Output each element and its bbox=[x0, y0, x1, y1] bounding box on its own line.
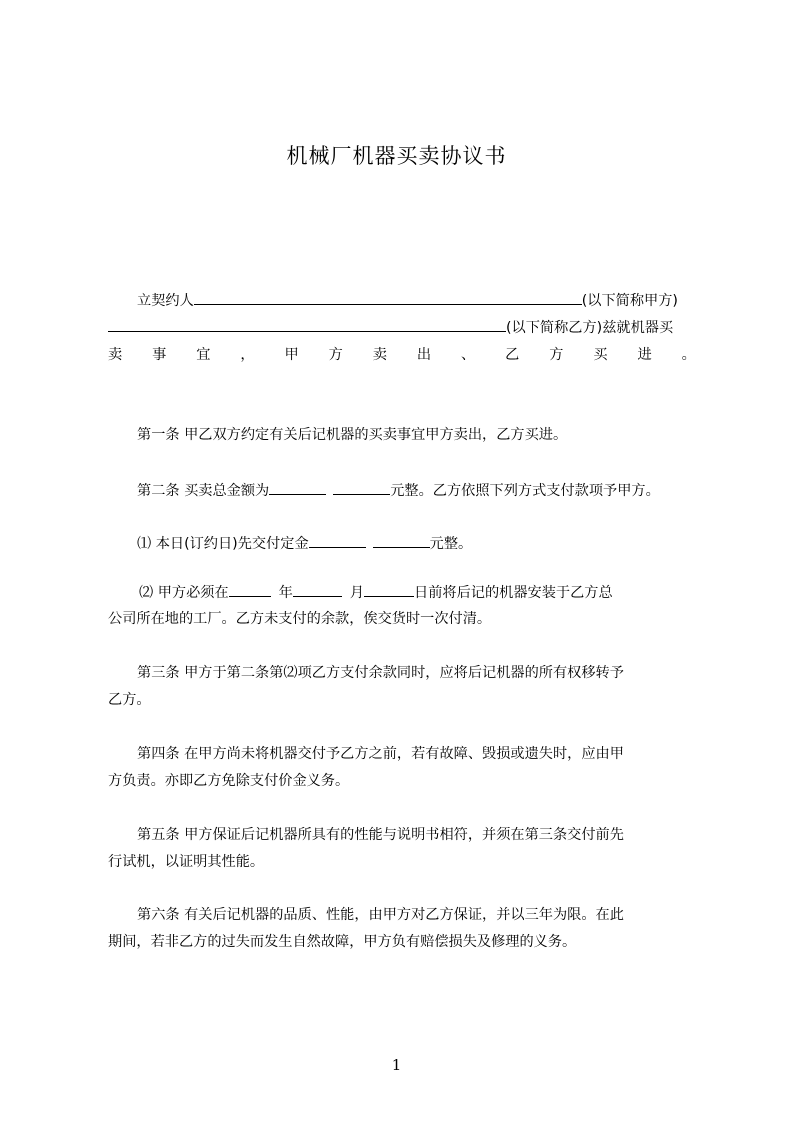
intro-line-3-char: 方 bbox=[328, 347, 343, 363]
party-b-suffix: (以下简称乙方)兹就机器买 bbox=[506, 320, 674, 336]
intro-line-3-char: 出 bbox=[416, 347, 432, 363]
party-a-blank bbox=[194, 290, 582, 305]
intro-line-3-char: 乙 bbox=[505, 347, 520, 363]
article-2 bbox=[137, 480, 660, 501]
item-2-prefix: ⑵ 甲方必须在 bbox=[139, 585, 229, 601]
intro-line-3-char: 方 bbox=[549, 347, 564, 363]
total-amount-blank-2 bbox=[333, 480, 390, 495]
month-blank bbox=[293, 582, 342, 597]
item-2-line-1 bbox=[139, 582, 613, 603]
intro-line-3-char: 卖 bbox=[108, 347, 123, 363]
article-2-prefix: 第二条 买卖总金额为 bbox=[137, 483, 270, 499]
intro-line-3-char: 。 bbox=[681, 347, 696, 363]
intro-line-3-char: 宜 bbox=[196, 347, 211, 363]
intro-line-2 bbox=[108, 317, 673, 338]
article-4-line-2: 方负责。亦即乙方免除支付价金义务。 bbox=[108, 773, 350, 789]
item-1 bbox=[137, 533, 472, 554]
intro-line-3-char: ， bbox=[240, 347, 255, 363]
intro-line-3-char: 卖 bbox=[372, 347, 387, 363]
item-2-suffix: 日前将后记的机器安装于乙方总 bbox=[414, 585, 613, 601]
year-label: 年 bbox=[278, 585, 293, 601]
party-b-blank bbox=[108, 317, 506, 332]
article-5-line-2: 行试机，以证明其性能。 bbox=[108, 854, 265, 870]
article-3-line-1: 第三条 甲方于第二条第⑵项乙方支付余款同时，应将后记机器的所有权移转予 bbox=[137, 665, 624, 681]
deposit-blank-2 bbox=[373, 533, 430, 548]
party-a-suffix: (以下简称甲方) bbox=[581, 293, 678, 309]
intro-line-3-char: 事 bbox=[152, 347, 167, 363]
article-6-line-2: 期间，若非乙方的过失而发生自然故障，甲方负有赔偿损失及修理的义务。 bbox=[108, 934, 577, 950]
intro-line-3 bbox=[108, 345, 696, 365]
contractor-label: 立契约人 bbox=[137, 293, 194, 309]
page-title: 机械厂机器买卖协议书 bbox=[286, 144, 507, 168]
deposit-blank-1 bbox=[309, 533, 366, 548]
page-number: 1 bbox=[391, 1056, 402, 1074]
day-blank bbox=[364, 582, 414, 597]
month-label: 月 bbox=[349, 585, 365, 601]
intro-line-3-char: 、 bbox=[461, 347, 476, 363]
article-6-line-1: 第六条 有关后记机器的品质、性能，由甲方对乙方保证，并以三年为限。在此 bbox=[137, 907, 624, 923]
total-amount-blank-1 bbox=[269, 480, 326, 495]
intro-line-1 bbox=[137, 290, 678, 311]
intro-line-3-char: 进 bbox=[637, 347, 652, 363]
article-5-line-1: 第五条 甲方保证后记机器所具有的性能与说明书相符，并须在第三条交付前先 bbox=[137, 827, 624, 843]
article-1: 第一条 甲乙双方约定有关后记机器的买卖事宜甲方卖出，乙方买进。 bbox=[137, 427, 568, 443]
article-3-line-2: 乙方。 bbox=[108, 692, 151, 708]
intro-line-3-char: 甲 bbox=[284, 347, 299, 363]
article-4-line-1: 第四条 在甲方尚未将机器交付予乙方之前，若有故障、毁损或遗失时，应由甲 bbox=[137, 746, 624, 762]
item-1-prefix: ⑴ 本日(订约日)先交付定金 bbox=[137, 536, 309, 552]
year-blank bbox=[229, 582, 271, 597]
intro-line-3-char: 买 bbox=[593, 347, 608, 363]
item-1-suffix: 元整。 bbox=[429, 536, 473, 552]
item-2-line-2: 公司所在地的工厂。乙方未支付的余款，俟交货时一次付清。 bbox=[108, 611, 492, 627]
article-2-suffix: 元整。乙方依照下列方式支付款项予甲方。 bbox=[390, 483, 660, 499]
